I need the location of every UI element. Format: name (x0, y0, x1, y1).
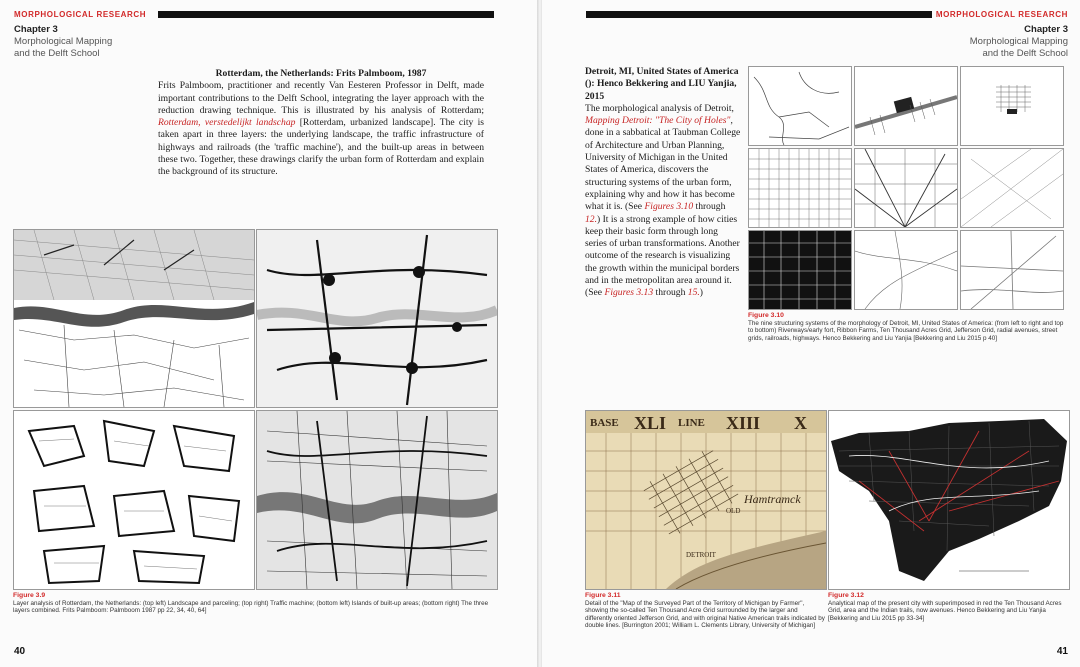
map-label-base: BASE (590, 417, 619, 429)
rotterdam-traffic-drawing (257, 230, 497, 407)
fig-3-11-caption-text: Detail of the "Map of the Surveyed Part of the Territory of Michigan by Farmer", showing the so-called Ten Thousand Acre Grid surrounded by the larger and differently oriented Jefferson Grid, and with original Native American trails indicated by double lines. [Burrington 2001; William L. Clements Library, University of Michigan] (585, 599, 825, 630)
chapter-subtitle-2: and the Delft School (982, 48, 1068, 59)
detroit-body (585, 66, 741, 300)
detroit-system-ten-thousand-acres (960, 66, 1064, 146)
detroit-heading: Detroit, MI, United States of America (): Henco Bekkering and LIU Yanjia, 2015 (585, 66, 739, 102)
detroit-p4: ) It is a strong example of how cities keep their basic form through long series of urban transformations. Another outcome of the research is visualizing the growth within the municipal borders and in the metropolitan area around it. (See (585, 213, 740, 299)
map-label-hamtramck: Hamtramck (744, 492, 801, 506)
detroit-ref-title[interactable]: Mapping Detroit: "The City of Holes" (585, 115, 731, 127)
header-bar (158, 11, 494, 18)
fig-3-9-landscape (13, 229, 255, 408)
page-number-left: 40 (14, 646, 26, 657)
detroit-p1: The morphological analysis of Detroit, (585, 102, 734, 114)
fig-3-9-traffic-machine (256, 229, 498, 408)
map-label-xli: XLI (634, 413, 667, 433)
left-page (0, 0, 538, 667)
detroit-ref-12[interactable]: 12. (585, 213, 597, 225)
map-label-old: OLD (726, 507, 741, 515)
rotterdam-p1: Frits Palmboom, practitioner and recently Van Eesteren Professor in Delft, made important contributions to the Delft School, integrating the layer approach with the reduction drawing technique. This is illustrated by his analysis of Rotterdam; (158, 80, 484, 116)
rotterdam-islands-drawing (14, 411, 254, 589)
chapter-subtitle-1: Morphological Mapping (14, 36, 113, 47)
fig-3-9-built-up-islands (13, 410, 255, 590)
detroit-p2: , done in a sabbatical at Taubman College of Architecture and Urban Planning, University of Michigan in the United States of America, discovers the structuring systems of the urban form, explaining why and how it has become what it is. (See (585, 115, 741, 213)
detroit-p6: ) (699, 287, 703, 299)
chapter-number: Chapter 3 (1024, 24, 1068, 35)
detroit-system-blocks (748, 230, 852, 310)
fig-3-9-number: Figure 3.9 (13, 592, 46, 599)
fig-3-11-historic-map (585, 410, 827, 590)
detroit-system-street-grids (960, 148, 1064, 228)
detroit-analytical-map (829, 411, 1069, 589)
chapter-subtitle-1: Morphological Mapping (969, 36, 1068, 47)
detroit-system-riverways (748, 66, 852, 146)
detroit-ref-fig-3-10[interactable]: Figures 3.10 (644, 201, 694, 213)
detroit-ref-fig-3-13[interactable]: Figures 3.13 (604, 287, 654, 299)
rotterdam-combined-drawing (257, 411, 497, 589)
fig-3-12-number: Figure 3.12 (828, 592, 864, 599)
detroit-system-radial-avenues (854, 148, 958, 228)
rotterdam-landscape-drawing (14, 230, 254, 407)
fig-3-10-number: Figure 3.10 (748, 312, 784, 319)
fig-3-10-caption-text: The nine structuring systems of the morphology of Detroit, MI, United States of America: (from left to right and top to bottom) Riverways/early fort, Ribbon Farms, Ten Thousand Acres Grid, Jefferson Grid, radial avenues, street grids, railroads, highways. Henco Bekkering and Liu Yanjia [Bekkering and Liu 2015 p 40] (748, 319, 1064, 342)
fig-3-12-caption-text: Analytical map of the present city with superimposed in red the Ten Thousand Acres Grid, area and the Indian trails, now avenues. Henco Bekkering and Liu Yanjia [Bekkering and Liu 2015 pp 33-34] (828, 599, 1062, 622)
fig-3-11-number: Figure 3.11 (585, 592, 621, 599)
chapter-subtitle-2: and the Delft School (14, 48, 100, 59)
detroit-ref-15[interactable]: 15. (687, 287, 700, 299)
fig-3-12-caption (828, 592, 1072, 622)
right-page (542, 0, 1080, 667)
fig-3-12-analytical-map (828, 410, 1070, 590)
fig-3-9-caption-text: Layer analysis of Rotterdam, the Netherlands: (top left) Landscape and parceling; (top right) Traffic machine; (bottom left) Islands of built-up areas; (bottom right) The three layers combined. Frits Palmboom: Palmboom 1987 pp 22, 34, 40, 64] (13, 599, 489, 615)
detroit-system-jefferson-grid (748, 148, 852, 228)
detroit-p5: through (653, 287, 686, 299)
rotterdam-body (158, 68, 484, 179)
running-head: MORPHOLOGICAL RESEARCH (935, 10, 1068, 19)
chapter-label (970, 24, 1068, 60)
detroit-system-ribbon-farms (854, 66, 958, 146)
detroit-p3: through (693, 201, 726, 213)
running-head: MORPHOLOGICAL RESEARCH (14, 10, 147, 19)
fig-3-9-caption (13, 592, 497, 615)
fig-3-9-combined (256, 410, 498, 590)
rotterdam-ref-title[interactable]: Rotterdam, verstedelijkt landschap (158, 117, 296, 129)
detroit-system-highways (960, 230, 1064, 310)
chapter-label (14, 24, 112, 60)
map-label-detroit: DETROIT (686, 551, 716, 559)
chapter-number: Chapter 3 (14, 24, 58, 35)
michigan-survey-map (586, 411, 826, 589)
detroit-system-railroads (854, 230, 958, 310)
fig-3-11-caption (585, 592, 825, 630)
map-label-xiii: XIII (726, 413, 761, 433)
map-label-line: LINE (678, 417, 705, 429)
header-bar (586, 11, 932, 18)
fig-3-10-caption (748, 312, 1066, 342)
map-label-x: X (794, 413, 807, 433)
rotterdam-p2: [Rotterdam, urbanized landscape]. The city is taken apart in three layers: the underlying landscape, the traffic infrastructure of highways and railroads (the 'traffic machine'), and the built-up areas in between these two. Together, these drawings clarify the urban form of Rotterdam and explain the background of its structure. (158, 117, 484, 178)
rotterdam-heading: Rotterdam, the Netherlands: Frits Palmboom, 1987 (215, 68, 427, 79)
page-number-right: 41 (1056, 646, 1068, 657)
